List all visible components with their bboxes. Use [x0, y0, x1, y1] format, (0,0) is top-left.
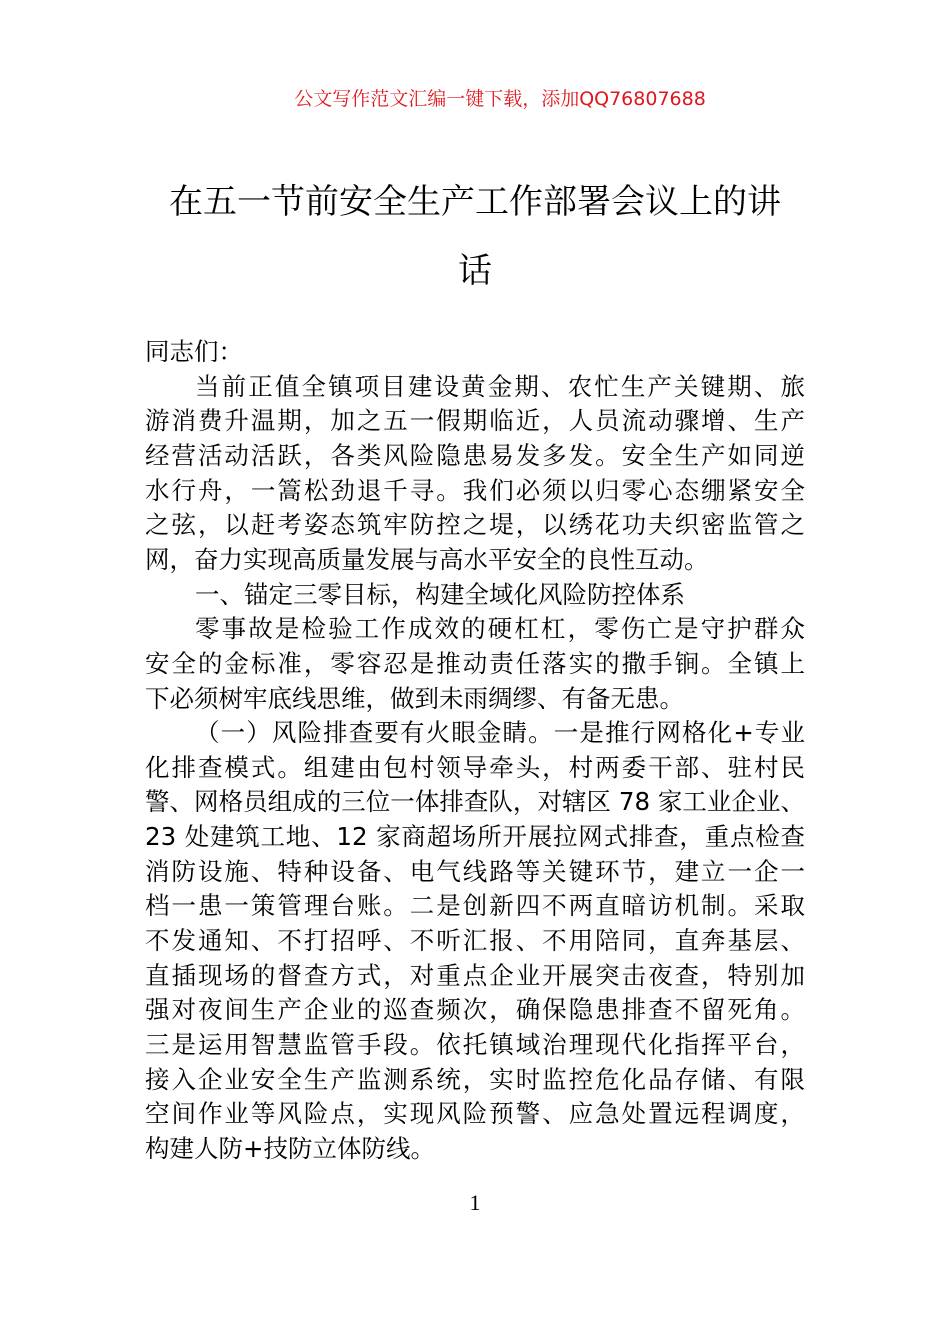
- body-line: 直插现场的督查方式，对重点企业开展突击夜查，特别加: [145, 960, 805, 990]
- body-line: 空间作业等风险点，实现风险预警、应急处置远程调度，: [145, 1099, 805, 1129]
- document-title-line-2: 话: [458, 251, 492, 291]
- body-line: 当前正值全镇项目建设黄金期、农忙生产关键期、旅: [195, 371, 805, 401]
- body-line: 网，奋力实现高质量发展与高水平安全的良性互动。: [145, 544, 709, 574]
- download-note: 公文写作范文汇编一键下载，添加QQ76807688: [294, 88, 706, 110]
- body-line: 游消费升温期，加之五一假期临近，人员流动骤增、生产: [145, 406, 805, 436]
- body-line: （一）风险排查要有火眼金睛。一是推行网格化+专业: [195, 718, 805, 748]
- body-line: 安全的金标准，零容忍是推动责任落实的撒手锏。全镇上: [145, 648, 805, 678]
- body-line: 三是运用智慧监管手段。依托镇域治理现代化指挥平台，: [145, 1030, 805, 1059]
- page-number: 1: [469, 1190, 481, 1215]
- body-line: 之弦，以赶考姿态筑牢防控之堤，以绣花功夫织密监管之: [145, 510, 805, 540]
- body-line: 接入企业安全生产监测系统，实时监控危化品存储、有限: [145, 1064, 805, 1094]
- document-title-line-1: 在五一节前安全生产工作部署会议上的讲: [169, 182, 781, 222]
- body-line: 不发通知、不打招呼、不听汇报、不用陪同，直奔基层、: [145, 926, 805, 956]
- body-line: 23 处建筑工地、12 家商超场所开展拉网式排查，重点检查: [145, 822, 805, 852]
- body-line: 下必须树牢底线思维，做到未雨绸缪、有备无患。: [145, 683, 684, 713]
- body-line: 经营活动活跃，各类风险隐患易发多发。安全生产如同逆: [145, 440, 805, 470]
- body-line: 档一患一策管理台账。二是创新四不两直暗访机制。采取: [145, 891, 805, 921]
- body-line: 消防设施、特种设备、电气线路等关键环节，建立一企一: [145, 856, 805, 886]
- body-line: 零事故是检验工作成效的硬杠杠，零伤亡是守护群众: [195, 614, 805, 644]
- body-line: 同志们：: [145, 337, 243, 366]
- body-line: 警、网格员组成的三位一体排查队，对辖区 78 家工业企业、: [145, 787, 805, 817]
- body-line: 构建人防+技防立体防线。: [145, 1133, 436, 1163]
- body-line: 强对夜间生产企业的巡查频次，确保隐患排查不留死角。: [145, 995, 805, 1025]
- body-line: 一、锚定三零目标，构建全域化风险防控体系: [195, 579, 685, 609]
- body-line: 水行舟，一篙松劲退千寻。我们必须以归零心态绷紧安全: [145, 475, 805, 505]
- body-line: 化排查模式。组建由包村领导牵头，村两委干部、驻村民: [145, 752, 805, 782]
